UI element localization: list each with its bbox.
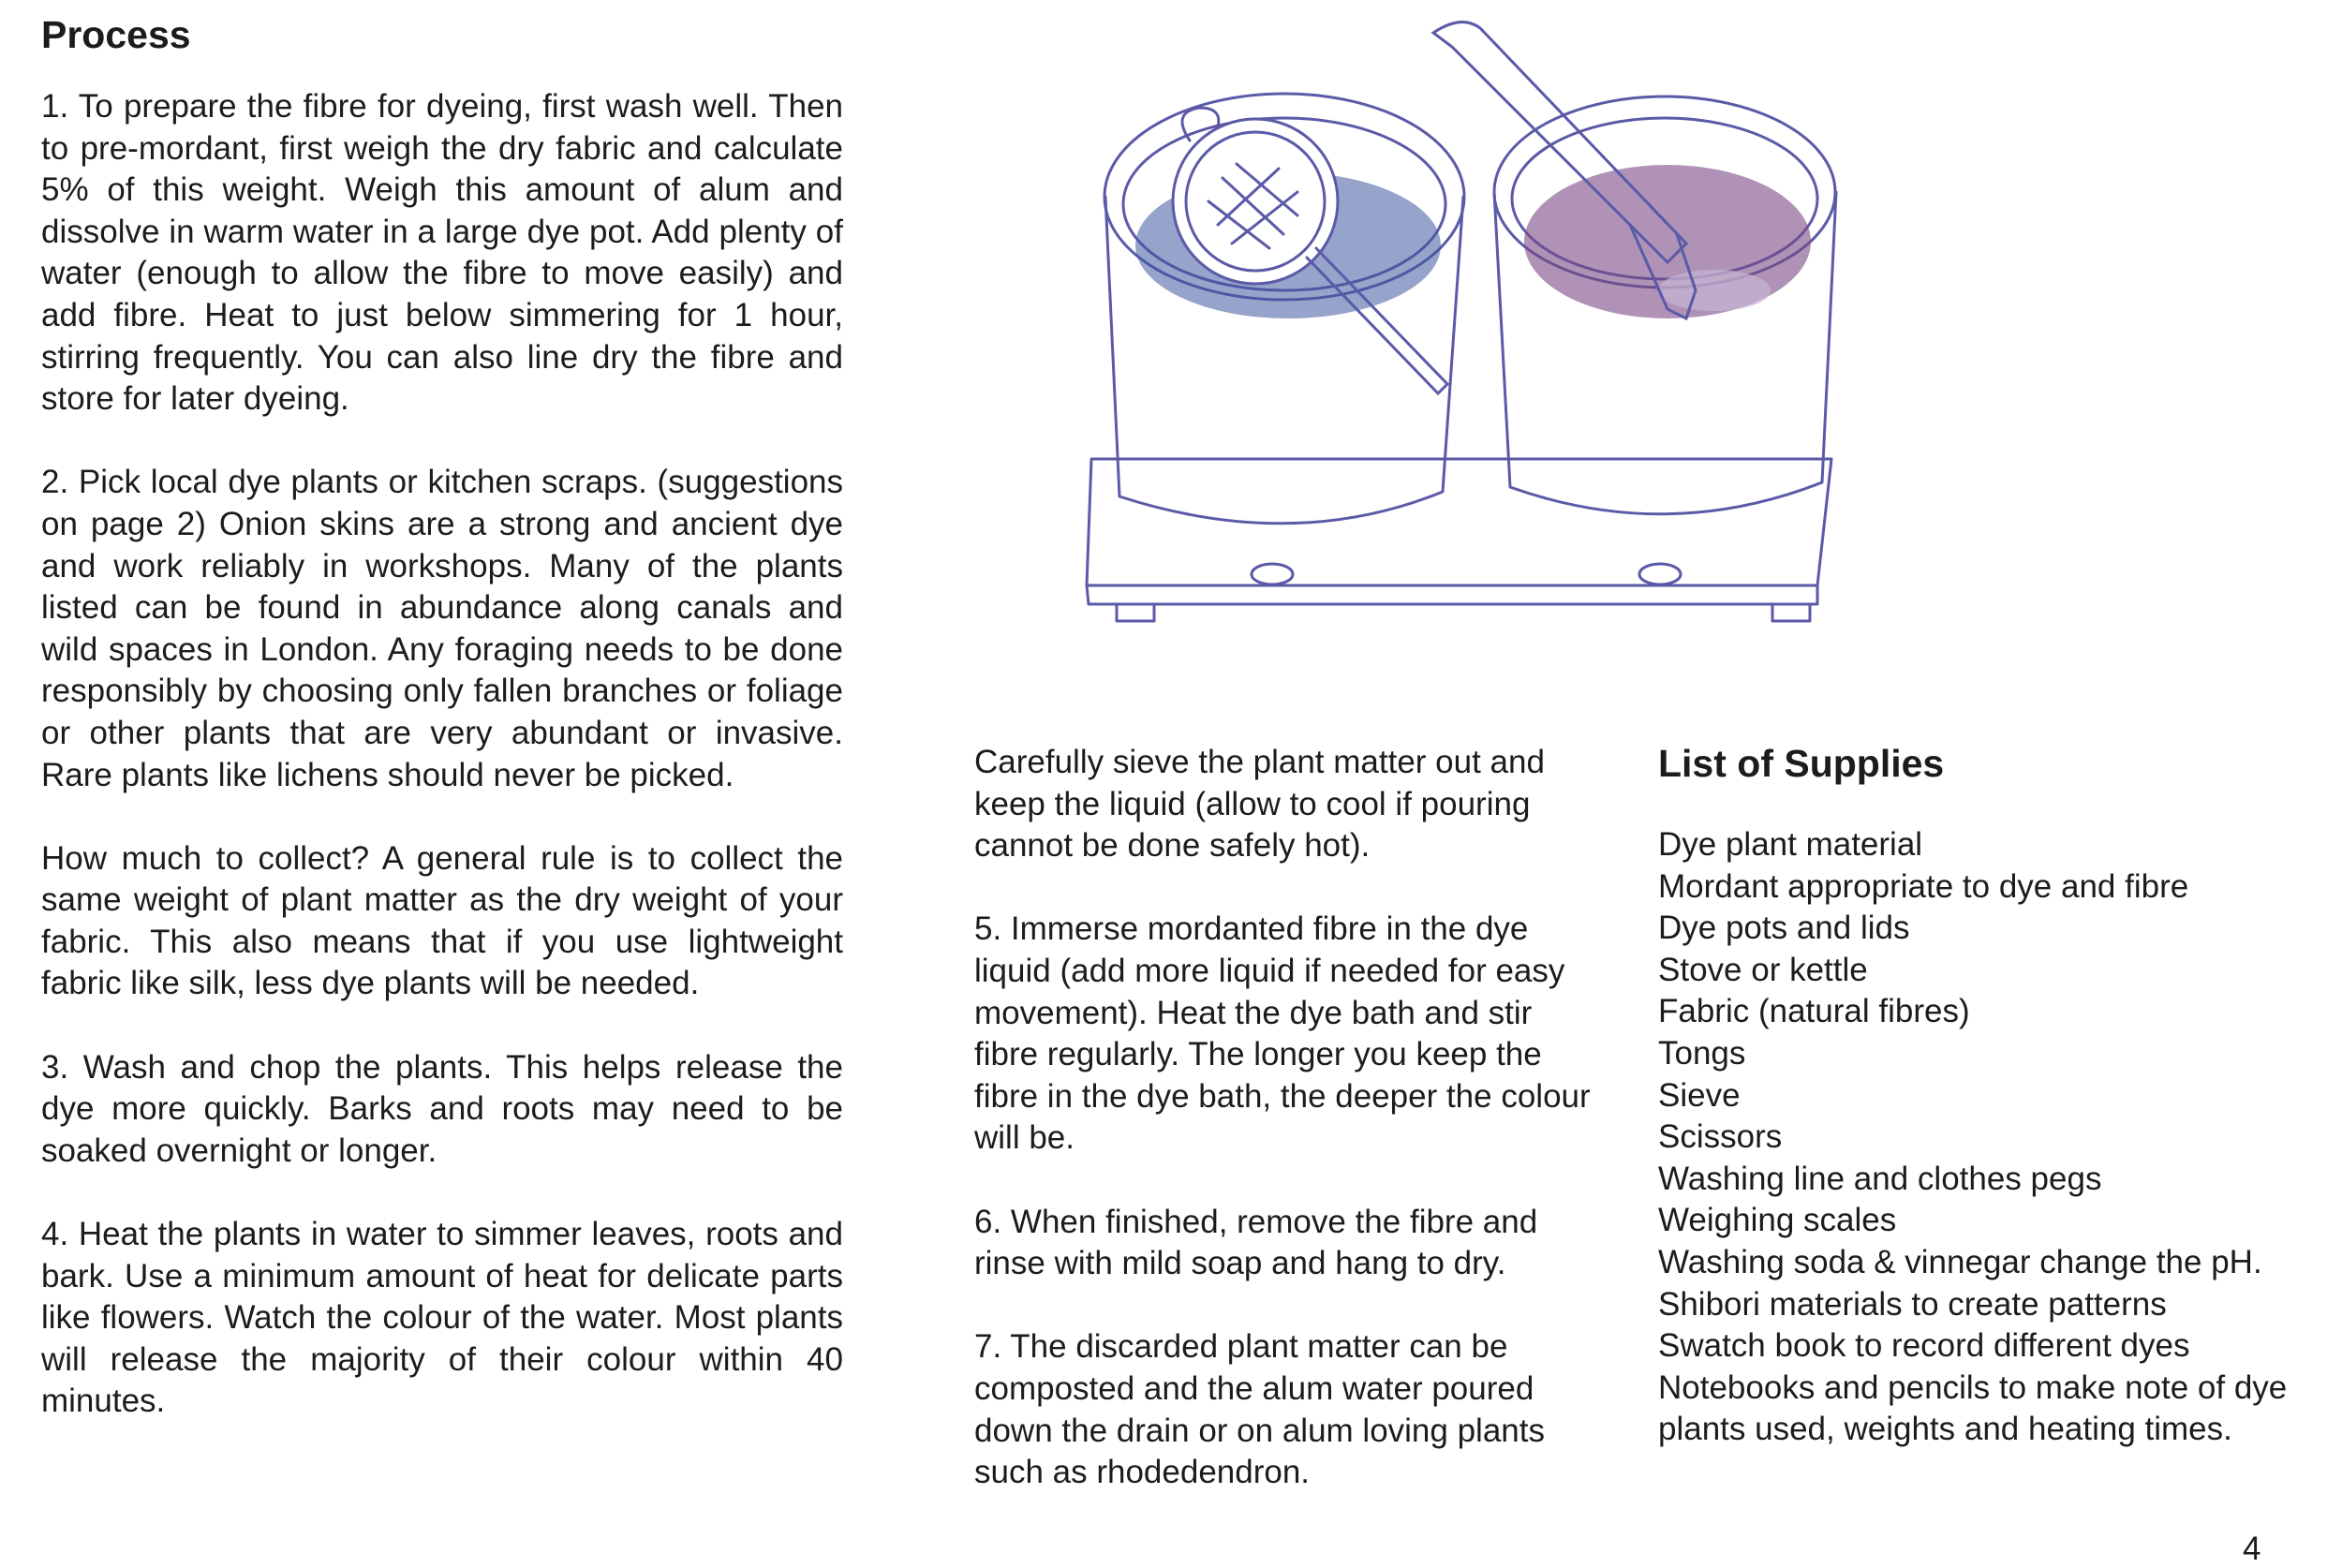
process-step-4: 4. Heat the plants in water to simmer leaves, roots and bark. Use a minimum amount of heat for delicate parts like flowers. Watch the colour of the water. Most plants will release the majority of their colour within 40 minutes. <box>41 1216 843 1420</box>
supplies-heading: List of Supplies <box>1658 742 1945 785</box>
list-item: Notebooks and pencils to make note of dye plants used, weights and heating times. <box>1658 1368 2288 1448</box>
stove-foot-right <box>1772 604 1810 621</box>
list-item: Mordant appropriate to dye and fibre <box>1658 867 2189 905</box>
list-item: Sieve <box>1658 1076 1741 1114</box>
process-column <box>41 11 843 1465</box>
stove-knob-right <box>1639 564 1681 584</box>
stove-base <box>1087 459 1831 585</box>
sieve-instruction: Carefully sieve the plant matter out and keep the liquid (allow to cool if pouring cannot be done safely hot). <box>974 744 1545 865</box>
stove-foot-left <box>1117 604 1154 621</box>
list-item: Scissors <box>1658 1118 1783 1156</box>
supplies-column <box>1658 740 2314 1451</box>
list-item: Washing line and clothes pegs <box>1658 1160 2102 1197</box>
list-item: Shibori materials to create patterns <box>1658 1285 2167 1323</box>
list-item: Dye plant material <box>1658 826 1923 863</box>
list-item: Dye pots and lids <box>1658 910 1910 947</box>
process-step-5: 5. Immerse mordanted fibre in the dye liquid (add more liquid if needed for easy movement). Heat the dye bath and stir fibre regularly. The longer you keep the fibre in the dye bath, the deeper the colour will be. <box>974 910 1591 1157</box>
process-continued-column <box>974 742 1593 1535</box>
dye-pots-drawing <box>1068 9 1855 646</box>
supplies-list <box>1658 824 2314 1451</box>
list-item: Washing soda & vinnegar change the pH. <box>1658 1243 2262 1280</box>
process-step-7: 7. The discarded plant matter can be composted and the alum water poured down the drain or on alum loving plants such as rhodedendron. <box>974 1328 1545 1491</box>
list-item: Swatch book to record different dyes <box>1658 1327 2190 1365</box>
sieve <box>1173 119 1338 284</box>
page-number: 4 <box>2243 1531 2261 1567</box>
stove-knob-left <box>1252 564 1293 584</box>
process-step-2: 2. Pick local dye plants or kitchen scraps. (suggestions on page 2) Onion skins are a strong and ancient dye and work reliably in workshops. Many of the plants listed can be found in abundance along canals and wild spaces in London. Any foraging needs to be done responsibly by choosing only fallen branches or foliage or other plants that are very abundant or invasive. Rare plants like lichens should never be picked. <box>41 464 843 793</box>
process-heading: Process <box>41 13 191 56</box>
process-step-1: 1. To prepare the fibre for dyeing, first wash well. Then to pre-mordant, first weigh the dry fabric and calculate 5% of this weight. Weigh this amount of alum and dissolve in warm water in a large dye pot. Add plenty of water (enough to allow the fibre to move easily) and add fibre. Heat to just below simmering for 1 hour, stirring frequently. You can also line dry the fibre and store for later dyeing. <box>41 88 843 418</box>
process-step-3: 3. Wash and chop the plants. This helps release the dye more quickly. Barks and roots may need to be soaked overnight or longer. <box>41 1048 843 1169</box>
process-step-6: 6. When finished, remove the fibre and rinse with mild soap and hang to dry. <box>974 1203 1538 1282</box>
list-item: Stove or kettle <box>1658 951 1868 988</box>
list-item: Fabric (natural fibres) <box>1658 993 1970 1030</box>
dye-pots-illustration <box>1068 9 1855 646</box>
process-collect-note: How much to collect? A general rule is to collect the same weight of plant matter as the dry weight of your fabric. This also means that if you use lightweight fabric like silk, less dye plants will be needed. <box>41 839 843 1002</box>
list-item: Tongs <box>1658 1034 1746 1072</box>
list-item: Weighing scales <box>1658 1202 1897 1239</box>
